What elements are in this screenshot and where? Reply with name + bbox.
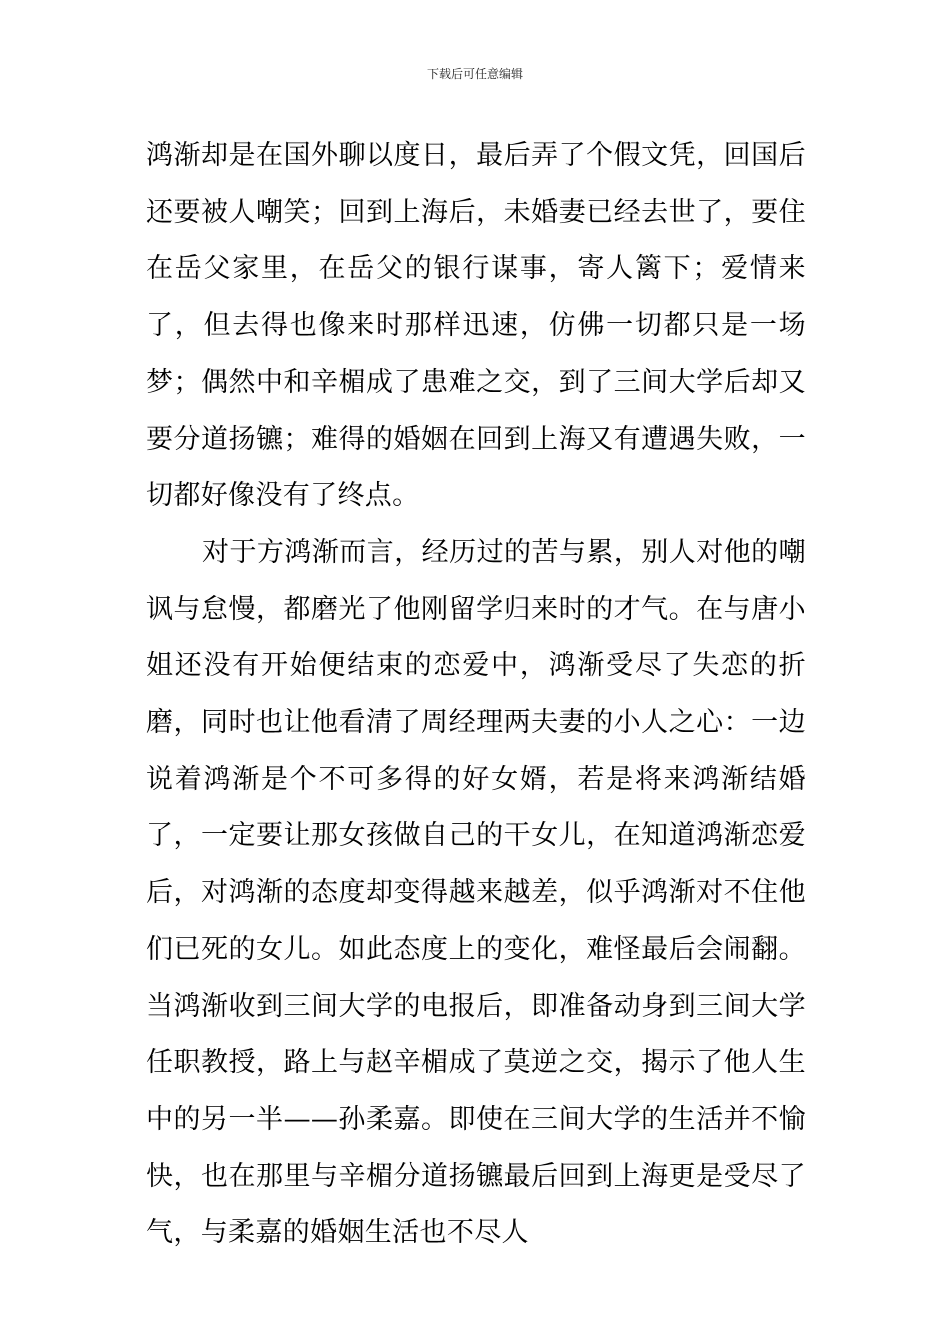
paragraph-2: 对于方鸿渐而言，经历过的苦与累，别人对他的嘲讽与怠慢，都磨光了他刚留学归来时的才气。在与唐小姐还没有开始便结束的恋爱中，鸿渐受尽了失恋的折磨，同时也让他看清了周经理两夫妻的小人之心：一边说着鸿渐是个不可多得的好女婿，若是将来鸿渐结婚了，一定要让那女孩做自己的干女儿，在知道鸿渐恋爱后，对鸿渐的态度却变得越来越差，似乎鸿渐对不住他们已死的女儿。如此态度上的变化，难怪最后会闹翻。当鸿渐收到三间大学的电报后，即准备动身到三间大学任职教授，路上与赵辛楣成了莫逆之交，揭示了他人生中的另一半——孙柔嘉。即使在三间大学的生活并不愉快，也在那里与辛楣分道扬镳最后回到上海更是受尽了气，与柔嘉的婚姻生活也不尽人 (146, 536, 806, 1249)
paragraph-1: 鸿渐却是在国外聊以度日，最后弄了个假文凭，回国后还要被人嘲笑；回到上海后，未婚妻已经去世了，要住在岳父家里，在岳父的银行谋事，寄人篱下；爱情来了，但去得也像来时那样迅速，仿佛一切都只是一场梦；偶然中和辛楣成了患难之交，到了三间大学后却又要分道扬镳；难得的婚姻在回到上海又有遭遇失败，一切都好像没有了终点。 (146, 140, 806, 512)
body-text (146, 128, 806, 1262)
page-header: 下载后可任意编辑 (426, 67, 523, 81)
